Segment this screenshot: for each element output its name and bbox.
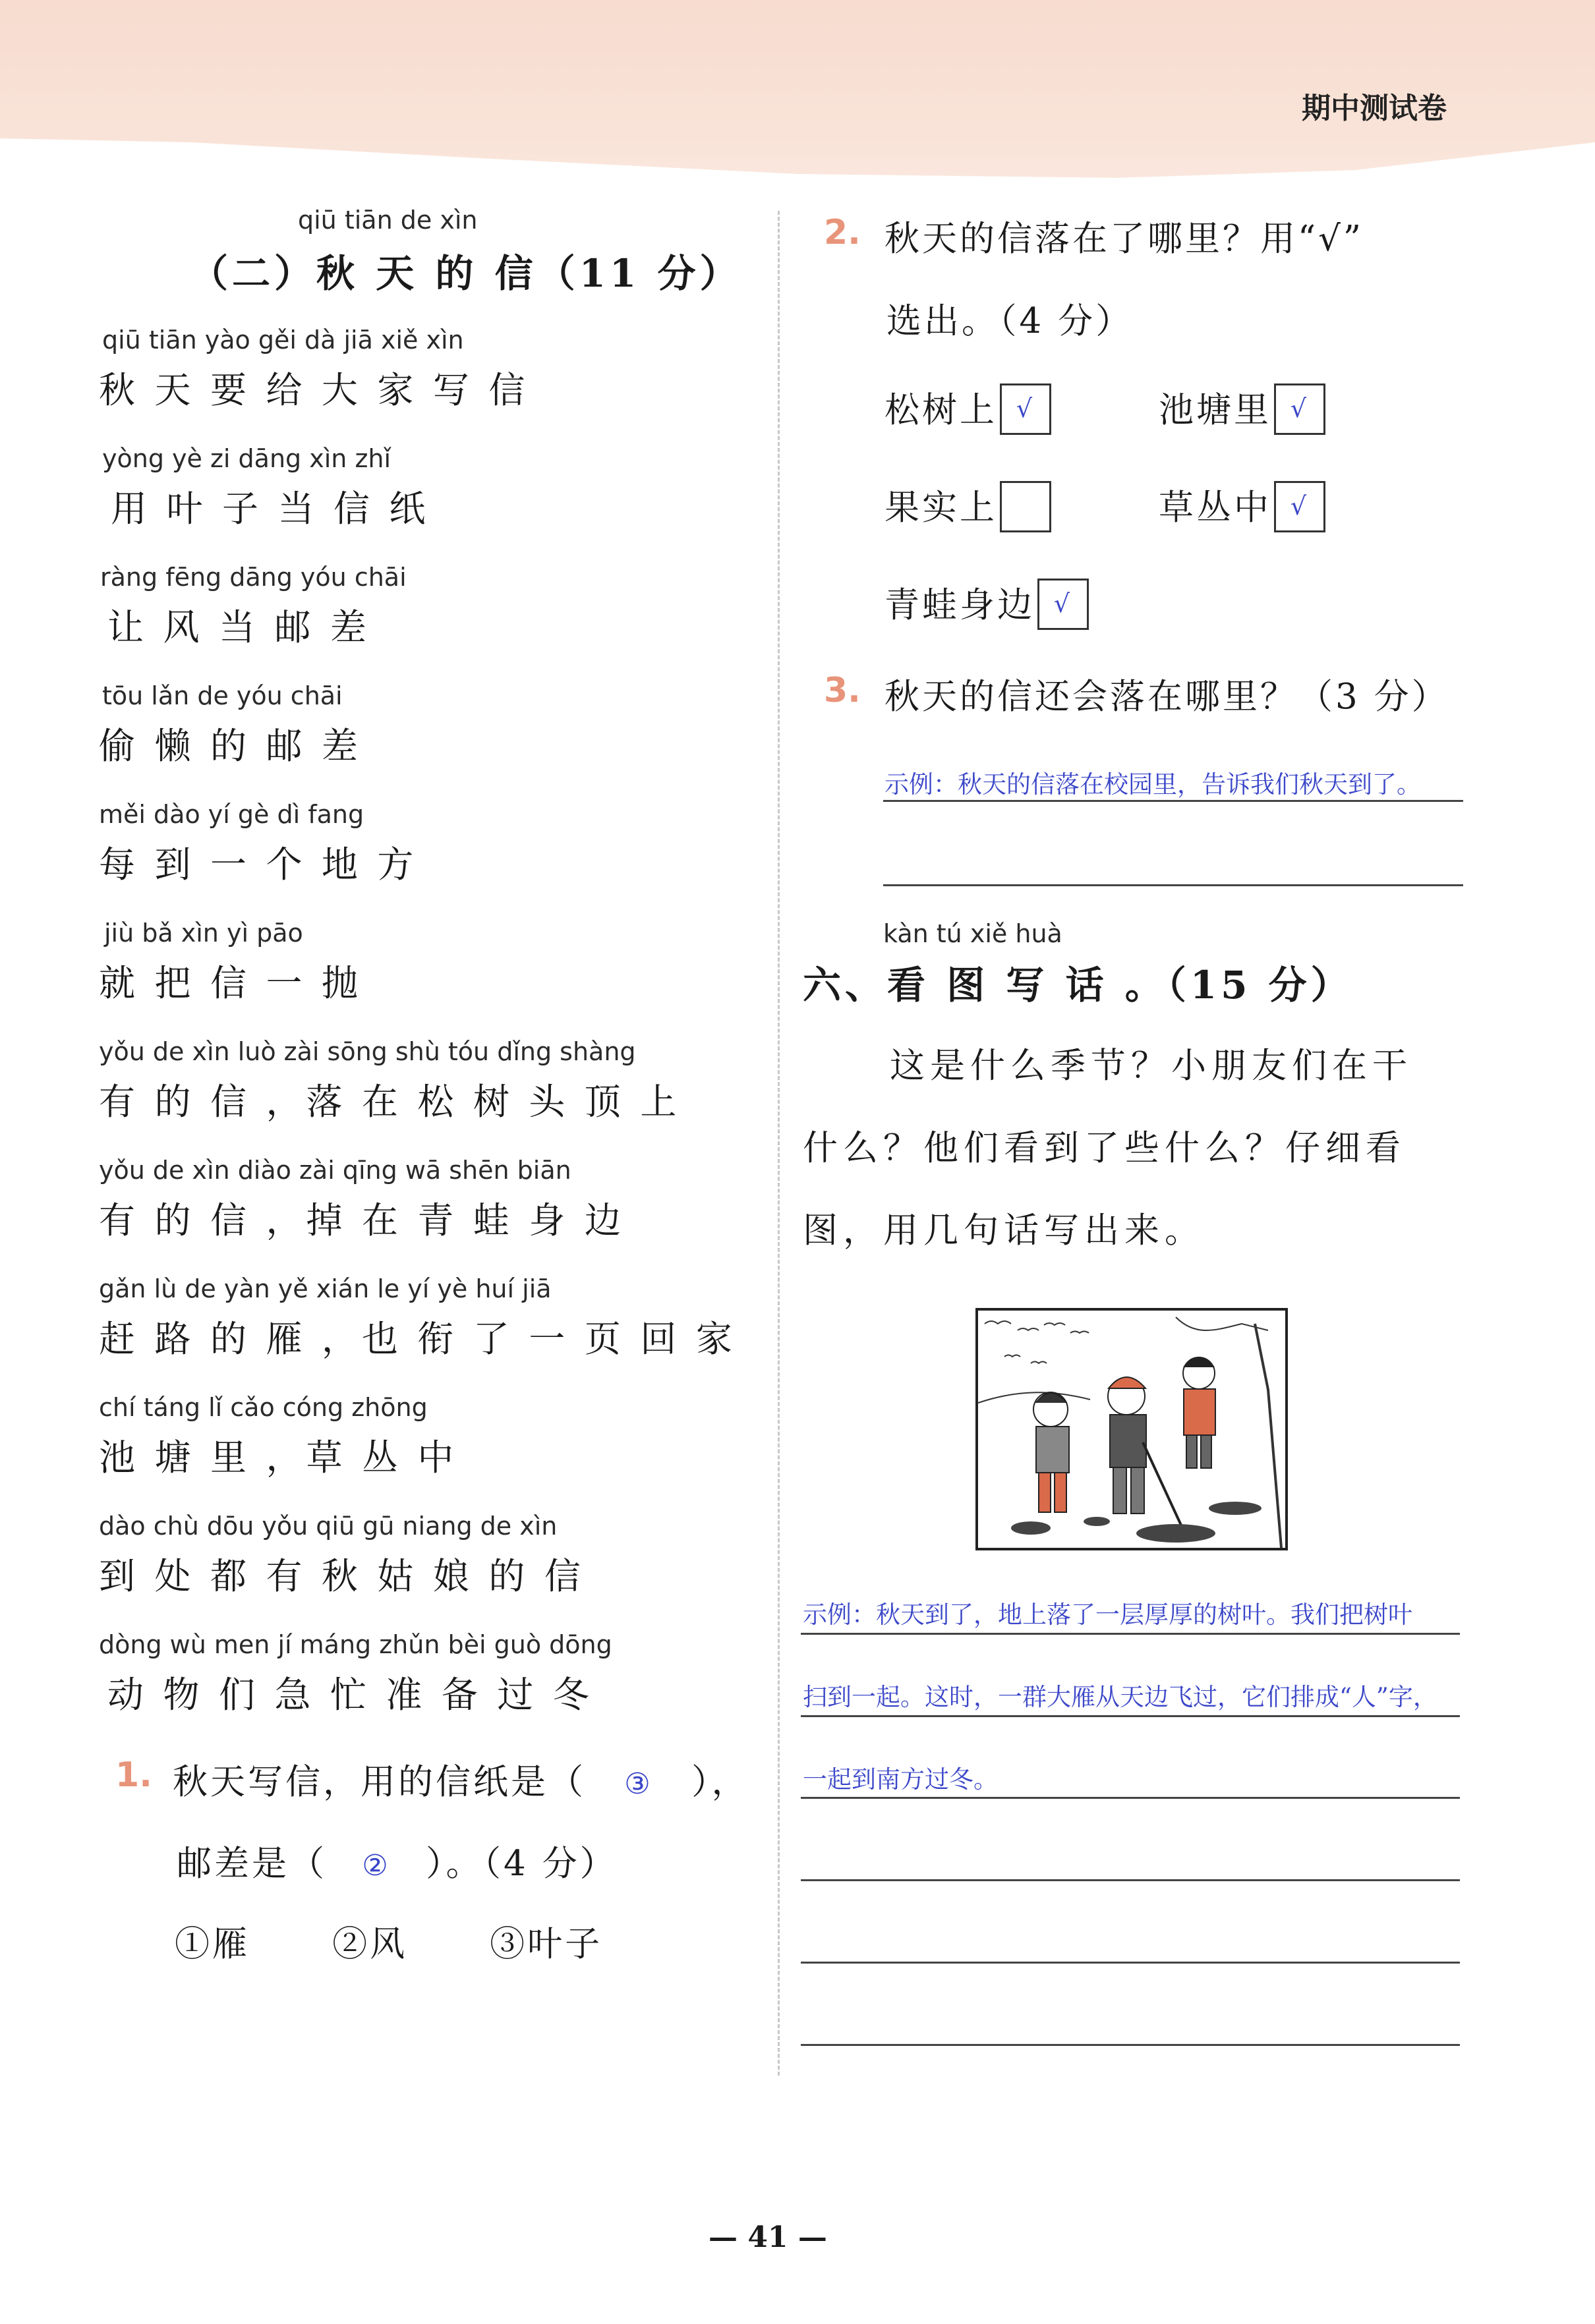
writing-line (801, 1879, 1460, 1881)
choice-grass (1159, 480, 1325, 536)
writing-line (801, 1797, 1460, 1799)
page-number: — 41 — (709, 2221, 827, 2254)
writing-line (801, 1633, 1460, 1635)
poem-line: 就 把 信 一 抛 (99, 962, 362, 1004)
page-header-title: 期中测试卷 (1302, 92, 1447, 125)
poem-pinyin: yǒu de xìn luò zài sōng shù tóu dǐng shàng (99, 1037, 636, 1066)
poem-pinyin: qiū tiān yào gěi dà jiā xiě xìn (102, 326, 464, 354)
writing-line (801, 1962, 1460, 1964)
question-1-number: 1. (115, 1755, 152, 1795)
goose-icon (1070, 1332, 1089, 1334)
section6-title-pinyin: kàn tú xiě huà (883, 919, 1062, 948)
section6-example-1: 示例：秋天到了，地上落了一层厚厚的树叶。我们把树叶 (803, 1601, 1412, 1629)
goose-icon (1004, 1355, 1020, 1357)
section-title: （二）秋 天 的 信（11 分） (190, 251, 742, 296)
poem-pinyin: ràng fēng dāng yóu chāi (100, 563, 407, 592)
question-1-options: ①雁 ②风 ③叶子 (175, 1924, 603, 1964)
section6-prompt-1: 这是什么季节？小朋友们在干 (890, 1046, 1412, 1086)
choice-label: 池塘里 (1159, 390, 1271, 430)
choice-label: 松树上 (884, 390, 997, 430)
autumn-illustration (975, 1308, 1288, 1550)
section6-example-2: 扫到一起。这时，一群大雁从天边飞过，它们排成“人”字， (803, 1683, 1437, 1711)
question-1-line1 (173, 1754, 749, 1804)
poem-pinyin: dòng wù men jí máng zhǔn bèi guò dōng (99, 1630, 612, 1659)
poem-line: 池 塘 里 ，草 丛 中 (99, 1436, 458, 1479)
poem-line: 有 的 信 ，落 在 松 树 头 顶 上 (99, 1081, 681, 1123)
question-2-number: 2. (824, 213, 861, 252)
writing-line (801, 1715, 1460, 1717)
writing-line (801, 2044, 1460, 2046)
choice-fruit (884, 480, 1051, 536)
section6-title: 六、看 图 写 话 。（15 分） (803, 963, 1353, 1007)
question-2-line2: 选出。（4 分） (886, 301, 1134, 341)
tree-trunk (1255, 1324, 1281, 1548)
poem-line: 赶 路 的 雁 ，也 衔 了 一 页 回 家 (99, 1318, 736, 1360)
poem-pinyin: dào chù dōu yǒu qiū gū niang de xìn (99, 1512, 558, 1541)
checkbox-fruit[interactable] (1000, 481, 1051, 532)
poem-line: 动 物 们 急 忙 准 备 过 冬 (107, 1674, 593, 1716)
poem-line: 有 的 信 ，掉 在 青 蛙 身 边 (99, 1199, 625, 1241)
question-1-text-end: ）， (691, 1762, 749, 1802)
tree-branch (1176, 1317, 1268, 1330)
section6-prompt-3: 图，用几句话写出来。 (803, 1210, 1205, 1251)
question-1-text: 秋天写信，用的信纸是（ (173, 1762, 586, 1802)
poem-pinyin: chí táng lǐ cǎo cóng zhōng (99, 1393, 428, 1422)
choice-label: 果实上 (884, 488, 997, 528)
checkbox-pond[interactable]: √ (1274, 383, 1325, 435)
column-divider (778, 211, 780, 2076)
poem-line: 秋 天 要 给 大 家 写 信 (99, 369, 529, 411)
autumn-scene-drawing (978, 1311, 1285, 1548)
question-3-number: 3. (824, 671, 861, 710)
answer-line (883, 800, 1463, 802)
poem-pinyin: jiù bǎ xìn yì pāo (104, 919, 303, 948)
goose-icon (985, 1321, 1011, 1324)
goose-icon (1018, 1328, 1039, 1330)
section6-example-3: 一起到南方过冬。 (803, 1765, 998, 1794)
poem-line: 用 叶 子 当 信 纸 (111, 488, 430, 530)
poem-pinyin: tōu lǎn de yóu chāi (102, 681, 343, 710)
question-1-answer2: ② (362, 1849, 391, 1883)
poem-line: 到 处 都 有 秋 姑 娘 的 信 (99, 1555, 585, 1597)
poem-line: 偷 懒 的 邮 差 (99, 725, 362, 767)
choice-label: 草丛中 (1159, 488, 1271, 528)
poem-pinyin: yòng yè zi dāng xìn zhǐ (102, 444, 392, 473)
question-1-line2 (177, 1836, 618, 1886)
choice-frog (884, 577, 1089, 634)
poem-pinyin: gǎn lù de yàn yě xián le yí yè huí jiā (99, 1274, 552, 1303)
section6-prompt-2: 什么？他们看到了些什么？仔细看 (803, 1128, 1406, 1168)
goose-icon (1031, 1362, 1047, 1364)
checkbox-grass[interactable]: √ (1274, 481, 1325, 532)
choice-label: 青蛙身边 (884, 585, 1035, 625)
hill-line (978, 1392, 1090, 1403)
question-1-text2: 邮差是（ (177, 1844, 327, 1884)
answer-line (883, 884, 1463, 886)
child-left (1033, 1392, 1069, 1512)
checkbox-frog[interactable]: √ (1037, 579, 1089, 630)
choice-pond (1159, 382, 1325, 439)
child-middle (1108, 1377, 1182, 1528)
section-title-pinyin: qiū tiān de xìn (298, 206, 478, 235)
question-3-example: 示例：秋天的信落在校园里，告诉我们秋天到了。 (884, 770, 1421, 799)
checkbox-pine-tree[interactable]: √ (1000, 383, 1051, 435)
poem-pinyin: měi dào yí gè dì fang (99, 800, 364, 829)
child-right (1183, 1357, 1215, 1468)
choice-pine-tree (884, 382, 1051, 439)
goose-icon (1044, 1323, 1065, 1325)
poem-line: 让 风 当 邮 差 (107, 606, 370, 648)
poem-line: 每 到 一 个 地 方 (99, 843, 418, 886)
question-2-line1: 秋天的信落在了哪里？用“√” (884, 219, 1364, 259)
poem-pinyin: yǒu de xìn diào zài qīng wā shēn biān (99, 1156, 571, 1185)
question-1-text2-end: ）。（4 分） (426, 1844, 618, 1884)
question-3-text: 秋天的信还会落在哪里？（3 分） (884, 677, 1449, 717)
question-1-answer1: ③ (624, 1767, 653, 1801)
